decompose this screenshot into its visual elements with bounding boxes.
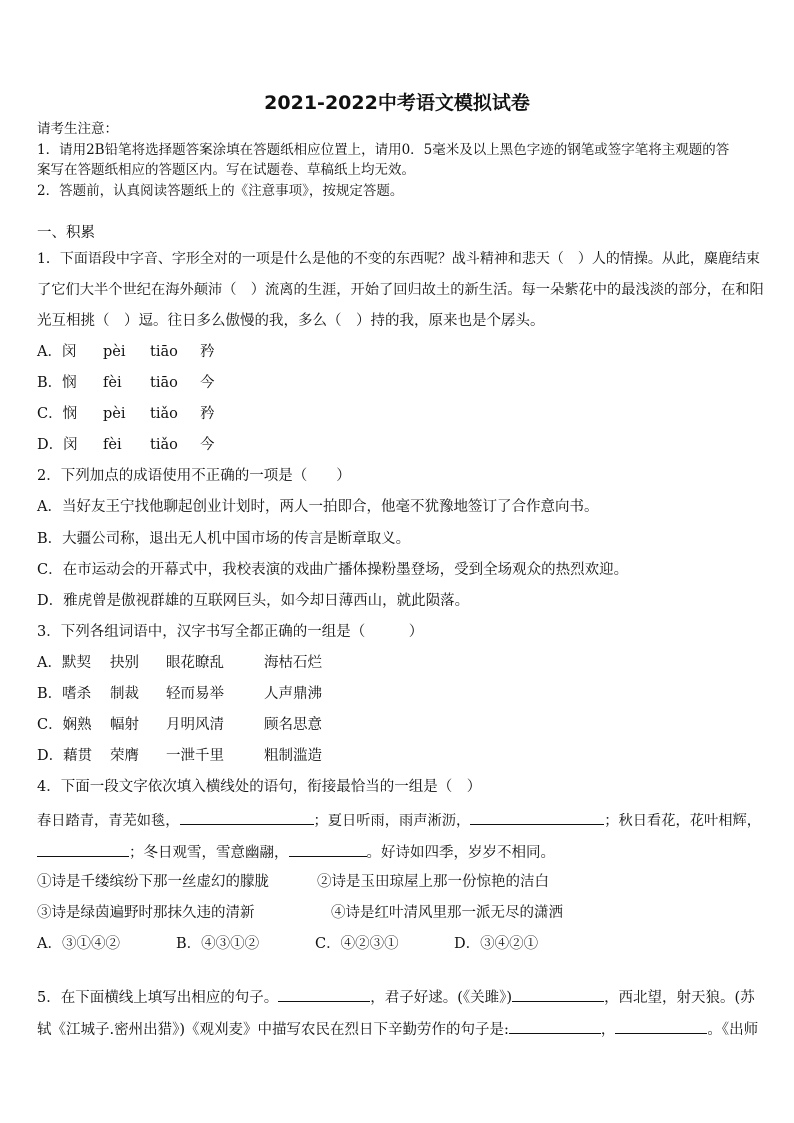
q1-stem-line-1: 1．下面语段中字音、字形全对的一项是什么是他的不变的东西呢？战斗精神和悲天（ ）人的情操。从此，麋鹿结束 (37, 251, 760, 267)
q2-option-a[interactable]: A．当好友王宁找他聊起创业计划时，两人一拍即合，他毫不犹豫地签订了合作意向书。 (37, 499, 599, 515)
q4-blank-3[interactable] (37, 842, 129, 857)
q5-line-2: 轼《江城子.密州出猎》)《观刈麦》中描写农民在烈日下辛勤劳作的句子是: ， 。《出师 (37, 1019, 758, 1039)
q4-stem: 4．下面一段文字依次填入横线处的语句，衔接最恰当的一组是（ ） (37, 779, 482, 795)
q2-stem: 2．下列加点的成语使用不正确的一项是（ ） (37, 468, 351, 484)
q2-option-d[interactable]: D．雅虎曾是傲视群雄的互联网巨头，如今却日薄西山，就此陨落。 (37, 593, 470, 609)
q1-stem-line-3: 光互相挑（ ）逗。往日多么傲慢的我，多么（ ）持的我，原来也是个孱头。 (37, 313, 545, 329)
notice-item-2: 2．答题前，认真阅读答题纸上的《注意事项》，按规定答题。 (37, 183, 404, 199)
q3-option-b[interactable]: B．嗜杀 制裁 轻而易举 人声鼎沸 (37, 686, 322, 702)
q4-option-d[interactable]: D．③④②① (454, 936, 539, 952)
q5-line-1: 5．在下面横线上填写出相应的句子。 ，君子好逑。(《关雎》) ，西北望，射天狼。(苏 (37, 987, 755, 1007)
q4-blank-2[interactable] (470, 810, 604, 825)
notice-item-1-line-1: 1．请用2B铅笔将选择题答案涂填在答题纸相应位置上，请用0．5毫米及以上黑色字迹的钢笔或签字笔将主观题的答 (37, 142, 730, 158)
exam-title: 2021-2022中考语文模拟试卷 (264, 92, 530, 114)
q2-option-c[interactable]: C．在市运动会的开幕式中，我校表演的戏曲广播体操粉墨登场，受到全场观众的热烈欢迎。 (37, 562, 629, 578)
q4-option-c[interactable]: C．④②③① (315, 936, 399, 952)
q4-blank-4[interactable] (289, 842, 367, 857)
notice-heading: 请考生注意： (37, 121, 118, 137)
q1-option-b[interactable]: B．悯 fèi tiāo 今 (37, 375, 215, 391)
q5-blank-4[interactable] (615, 1019, 707, 1034)
q4-option-a[interactable]: A．③①④② (37, 936, 120, 952)
q5-blank-3[interactable] (509, 1019, 601, 1034)
notice-item-1-line-2: 案写在答题纸相应的答题区内。写在试题卷、草稿纸上均无效。 (37, 162, 415, 178)
q5-blank-2[interactable] (512, 987, 604, 1002)
q3-stem: 3．下列各组词语中，汉字书写全都正确的一组是（ ） (37, 624, 424, 640)
q4-sentence-row-2: ③诗是绿茵遍野时那抹久违的清新 ④诗是红叶清风里那一派无尽的潇洒 (37, 905, 563, 921)
q4-option-b[interactable]: B．④③①② (176, 936, 260, 952)
q3-option-d[interactable]: D．藉贯 荣膺 一泄千里 粗制滥造 (37, 748, 322, 764)
section-heading: 一、积累 (37, 225, 95, 241)
q4-blank-1[interactable] (180, 810, 314, 825)
q4-passage-line-1: 春日踏青，青芜如毯， ；夏日听雨，雨声淅沥， ；秋日看花，花叶相辉， (37, 810, 761, 830)
q1-option-c[interactable]: C．悯 pèi tiǎo 矜 (37, 406, 215, 422)
q2-option-b[interactable]: B．大疆公司称，退出无人机中国市场的传言是断章取义。 (37, 531, 411, 547)
q1-option-a[interactable]: A．闵 pèi tiāo 矜 (37, 344, 215, 360)
q3-option-c[interactable]: C．娴熟 幅射 月明风清 顾名思意 (37, 717, 322, 733)
q4-options (37, 935, 538, 953)
q1-option-d[interactable]: D．闵 fèi tiǎo 今 (37, 437, 215, 453)
q1-stem-line-2: 了它们大半个世纪在海外颠沛（ ）流离的生涯，开始了回归故土的新生活。每一朵紫花中的最浅淡的部分，在和阳 (37, 282, 764, 298)
q4-passage-line-2: ；冬日观雪，雪意幽翮， 。好诗如四季，岁岁不相同。 (37, 842, 555, 862)
q4-sentence-row-1: ①诗是千缕缤纷下那一丝虚幻的朦胧 ②诗是玉田琼屋上那一份惊艳的洁白 (37, 874, 549, 890)
q3-option-a[interactable]: A．默契 抉别 眼花瞭乱 海枯石烂 (37, 655, 322, 671)
q5-blank-1[interactable] (278, 987, 370, 1002)
